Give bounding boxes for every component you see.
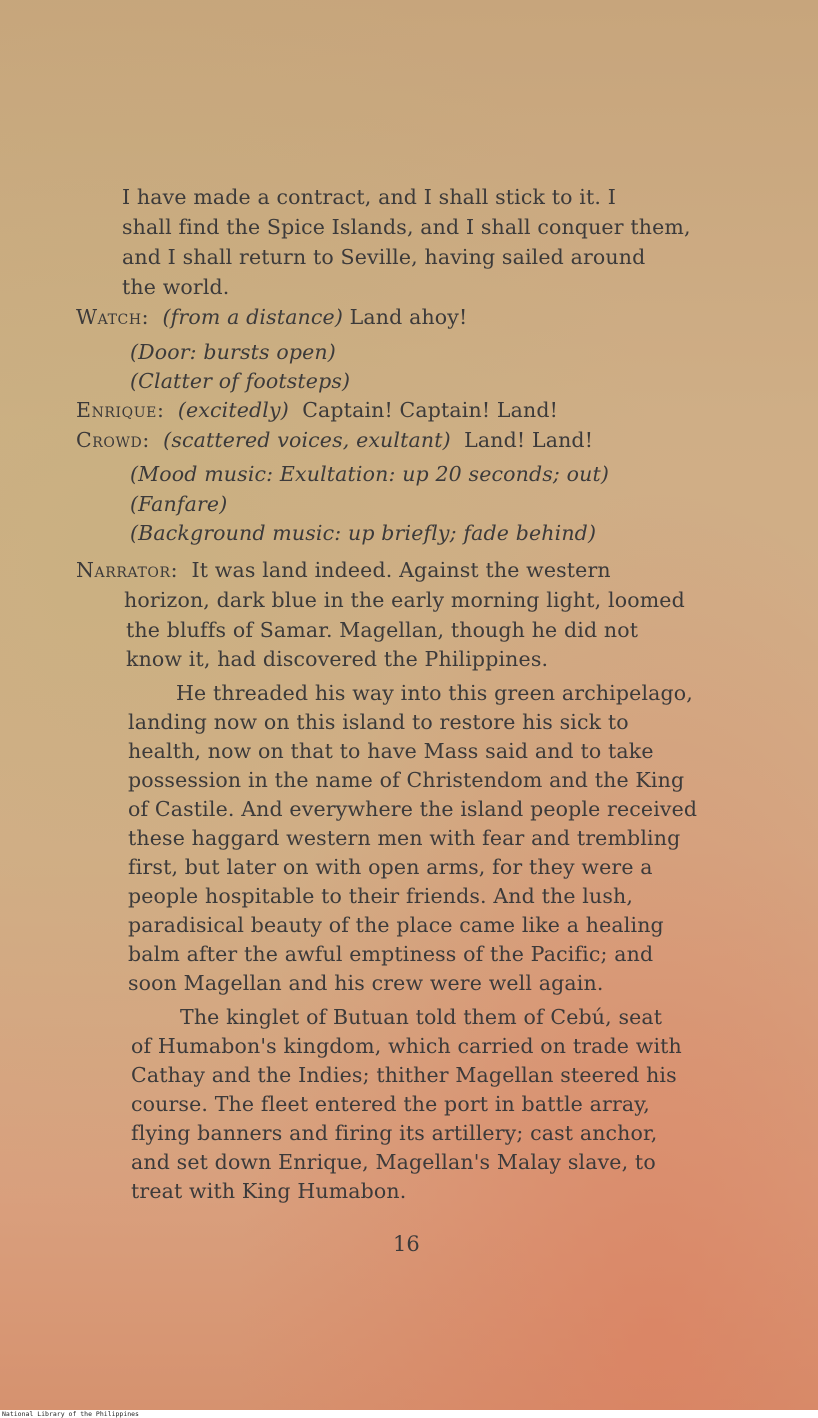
text-line: shall find the Spice Islands, and I shall conquer them, (122, 215, 691, 239)
page-number: 16 (393, 1232, 420, 1256)
dialogue-line (76, 428, 593, 452)
stage-direction: (excitedly) (177, 398, 289, 422)
dialogue-line (76, 398, 558, 422)
dialogue-line (76, 558, 611, 582)
stage-direction: (from a distance) (162, 305, 343, 329)
text-line: soon Magellan and his crew were well again. (128, 971, 604, 995)
text-line: horizon, dark blue in the early morning light, loomed (124, 588, 685, 612)
speaker-label: Crowd: (76, 428, 150, 452)
stage-direction-line: (Mood music: Exultation: up 20 seconds; out) (130, 462, 610, 486)
stage-direction-line: (Clatter of footsteps) (130, 369, 351, 393)
text-line: course. The fleet entered the port in battle array, (131, 1092, 650, 1116)
text-line: landing now on this island to restore his sick to (128, 710, 629, 734)
text-line: the bluffs of Samar. Magellan, though he did not (126, 618, 639, 642)
dialogue-text: Captain! Captain! Land! (302, 398, 559, 422)
text-line: of Humabon's kingdom, which carried on trade with (131, 1034, 682, 1058)
dialogue-line (76, 305, 467, 329)
dialogue-text: It was land indeed. Against the western (191, 558, 611, 582)
text-line: I have made a contract, and I shall stick to it. I (122, 185, 616, 209)
stage-direction-line: (Fanfare) (130, 492, 228, 516)
text-line: and I shall return to Seville, having sailed around (122, 245, 646, 269)
text-line: the world. (122, 275, 230, 299)
dialogue-text: Land ahoy! (349, 305, 468, 329)
stage-direction: (scattered voices, exultant) (163, 428, 451, 452)
text-line: treat with King Humabon. (131, 1179, 407, 1203)
text-line: flying banners and firing its artillery; cast anchor, (131, 1121, 658, 1145)
text-line: health, now on that to have Mass said and to take (128, 739, 654, 763)
text-line: know it, had discovered the Philippines. (126, 647, 549, 671)
text-line: first, but later on with open arms, for they were a (128, 855, 653, 879)
text-line: people hospitable to their friends. And the lush, (128, 884, 634, 908)
stage-direction-line: (Door: bursts open) (130, 340, 336, 364)
speaker-label: Enrique: (76, 398, 165, 422)
text-line: these haggard western men with fear and trembling (128, 826, 681, 850)
text-line: Cathay and the Indies; thither Magellan steered his (131, 1063, 677, 1087)
text-line: The kinglet of Butuan told them of Cebú, seat (180, 1005, 663, 1029)
text-line: paradisical beauty of the place came like a healing (128, 913, 664, 937)
speaker-label: Watch: (76, 305, 150, 329)
dialogue-text: Land! Land! (464, 428, 594, 452)
text-line: and set down Enrique, Magellan's Malay slave, to (131, 1150, 656, 1174)
text-line: He threaded his way into this green archipelago, (176, 681, 693, 705)
text-line: balm after the awful emptiness of the Pacific; and (128, 942, 654, 966)
stage-direction-line: (Background music: up briefly; fade behind) (130, 521, 597, 545)
text-line: of Castile. And everywhere the island people received (128, 797, 698, 821)
speaker-label: Narrator: (76, 558, 179, 582)
library-credit: National Library of the Philippines (2, 1410, 139, 1418)
text-line: possession in the name of Christendom and the King (128, 768, 685, 792)
